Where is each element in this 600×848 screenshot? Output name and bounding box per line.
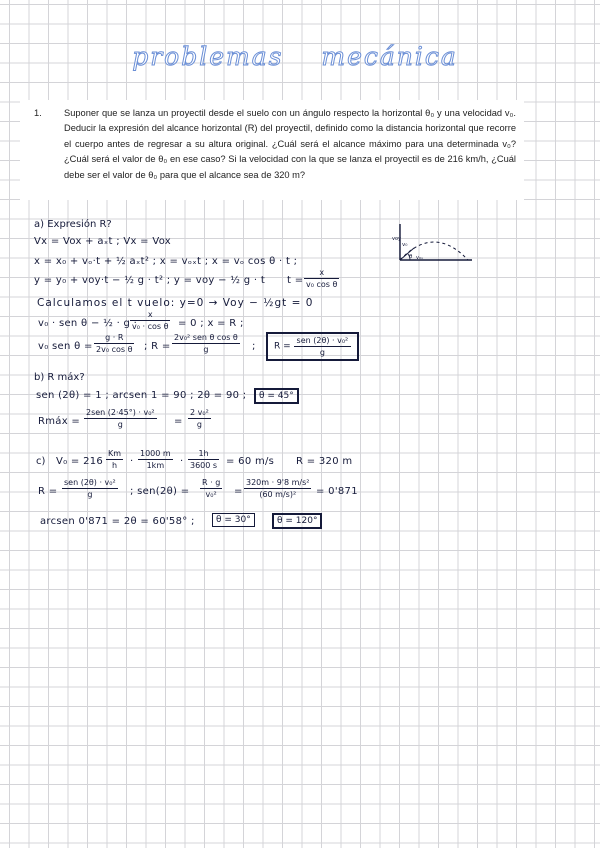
part-c-calc-eq: =	[234, 486, 243, 497]
part-c-calc-result: = 0'871	[316, 486, 358, 497]
part-a-line-y: y = y₀ + voy·t − ½ g · t² ; y = voy − ½ g · t	[34, 275, 266, 286]
separator-semicolon: ;	[252, 341, 256, 352]
part-a-t-lhs: t =	[287, 275, 304, 286]
part-a-eq1: v₀ · sen θ − ½ · g ·	[38, 318, 138, 329]
part-c-calc-num: 320m · 9'8 m/s²	[246, 478, 310, 487]
part-a-result-box	[266, 332, 359, 361]
part-b-result-box: θ = 45°	[254, 388, 299, 404]
part-a-result-fraction	[294, 336, 352, 357]
part-a-eq1-fraction	[130, 310, 170, 331]
part-c-calc-den: (60 m/s)²	[259, 490, 297, 499]
fraction-bar	[244, 488, 311, 489]
part-a-t-num: x	[319, 268, 325, 277]
part-a-eq1-den: v₀ · cos θ	[132, 322, 169, 331]
part-b-rmax2-fraction	[188, 408, 211, 429]
part-c-f2-num: 1000 m	[140, 449, 171, 458]
part-b-rmax-den: g	[117, 420, 123, 429]
v0-label: v₀	[402, 242, 408, 248]
fraction-bar	[138, 459, 173, 460]
part-c-sin-fraction	[200, 478, 222, 499]
part-b-rmax2-den: g	[196, 420, 202, 429]
part-a-eq2b-den: g	[203, 345, 209, 354]
part-c-v0-rhs: = 60 m/s	[226, 456, 275, 467]
part-c-calc-fraction	[244, 478, 311, 499]
part-a-line-vx: Vx = Vox + aₓt ; Vx = Vox	[34, 236, 172, 247]
part-a-eq2-fraction	[94, 333, 134, 354]
part-a-result-den: g	[319, 348, 325, 357]
part-b-rmax-fraction	[84, 408, 157, 429]
voy-label: voy	[392, 236, 401, 242]
fraction-bar	[200, 488, 222, 489]
part-c-f2-den: 1km	[146, 461, 165, 470]
fraction-bar	[130, 320, 170, 321]
part-a-t-den: v₀ cos θ	[306, 280, 338, 289]
part-c-sin-num: R · g	[202, 478, 221, 487]
part-b-eq-sign: =	[174, 416, 183, 427]
part-c-R-given: R = 320 m	[296, 456, 353, 467]
part-a-eq2b-fraction	[172, 333, 240, 354]
part-c-f1-den: h	[111, 461, 118, 470]
part-c-sin-lhs: ; sen(2θ) =	[130, 486, 190, 497]
part-c-sin-den: v₀²	[205, 490, 217, 499]
part-a-result-num: sen (2θ) · v₀²	[296, 336, 349, 345]
fraction-bar	[188, 459, 219, 460]
problem-text: Suponer que se lanza un proyectil desde el suelo con un ángulo respecto la horizontal θ₀ y una velocidad v₀. Deducir la expresión del alcance horizontal (R) del proyectil, definido como la distancia horizontal que recorre el cuerpo antes de regresar a su altura original. ¿Cuál será el alcance máximo para una determinada v₀? ¿Cuál será el valor de θ₀ en ese caso? Si la velocidad con la que se lanza el proyectil es de 216 km/h, ¿Cuál debe ser el valor de θ₀ para que el alcance sea de 320 m?	[64, 108, 516, 180]
part-a-line-calc: Calculamos el t vuelo: y=0 → Voy − ½gt = 0	[37, 297, 314, 309]
part-c-R-num: sen (2θ) · v₀²	[64, 478, 116, 487]
part-c-R-den: g	[87, 490, 93, 499]
problem-number: 1.	[34, 108, 42, 118]
part-c-f1	[106, 449, 123, 470]
part-c-result2-box: θ = 120°	[272, 513, 322, 529]
part-c-v0-lhs: V₀ = 216	[56, 456, 104, 467]
fraction-bar	[84, 418, 157, 419]
fraction-bar	[188, 418, 211, 419]
part-b-line1: sen (2θ) = 1 ; arcsen 1 = 90 ; 2θ = 90 ;	[36, 390, 247, 401]
fraction-bar	[304, 278, 339, 279]
fraction-bar	[62, 488, 118, 489]
multiply-dot: ·	[180, 456, 184, 467]
part-c-f3-den: 3600 s	[190, 461, 218, 470]
part-c-f3	[188, 449, 219, 470]
part-a-line-x: x = x₀ + vₒ·t + ½ aₓt² ; x = vₒₓt ; x = vₒ cos θ · t ;	[34, 256, 298, 267]
part-c-f1-num: Km	[108, 449, 122, 458]
fraction-bar	[94, 343, 134, 344]
part-a-eq1-num: x	[147, 310, 153, 319]
part-b-label: b) R máx?	[34, 372, 85, 383]
part-c-label: c)	[36, 456, 46, 467]
page-title: problemas mecánica	[132, 42, 458, 71]
part-a-t-fraction	[304, 268, 339, 289]
part-b-rmax-num: 2sen (2·45°) · v₀²	[86, 408, 155, 417]
part-a-eq2: v₀ sen θ =	[38, 341, 93, 352]
part-a-eq2-mid: ; R =	[144, 341, 171, 352]
part-c-arcsen-line: arcsen 0'871 = 2θ = 60'58° ;	[40, 516, 195, 527]
multiply-dot: ·	[130, 456, 134, 467]
problem-statement	[20, 100, 524, 200]
part-a-eq2-den: 2v₀ cos θ	[96, 345, 133, 354]
part-c-f3-num: 1h	[198, 449, 209, 458]
part-b-rmax2-num: 2 v₀²	[190, 408, 209, 417]
v0x-label: v₀ₓ	[416, 255, 424, 261]
part-a-eq2-num: g · R	[105, 333, 124, 342]
part-a-eq1-tail: = 0 ; x = R ;	[178, 318, 244, 329]
part-a-result-lhs: R =	[274, 341, 291, 352]
fraction-bar	[294, 346, 352, 347]
projectile-diagram	[392, 222, 474, 272]
fraction-bar	[106, 459, 123, 460]
part-c-R-fraction	[62, 478, 118, 499]
part-c-R-lhs: R =	[38, 486, 58, 497]
fraction-bar	[172, 343, 240, 344]
part-b-rmax-lhs: Rmáx =	[38, 416, 81, 427]
part-a-label: a) Expresión R?	[34, 219, 112, 230]
part-a-eq2b-num: 2v₀² sen θ cos θ	[174, 333, 238, 342]
projectile-diagram-svg	[392, 222, 474, 268]
part-c-f2	[138, 449, 173, 470]
theta-label: θ	[409, 254, 413, 260]
part-c-result1-box: θ = 30°	[212, 513, 255, 527]
